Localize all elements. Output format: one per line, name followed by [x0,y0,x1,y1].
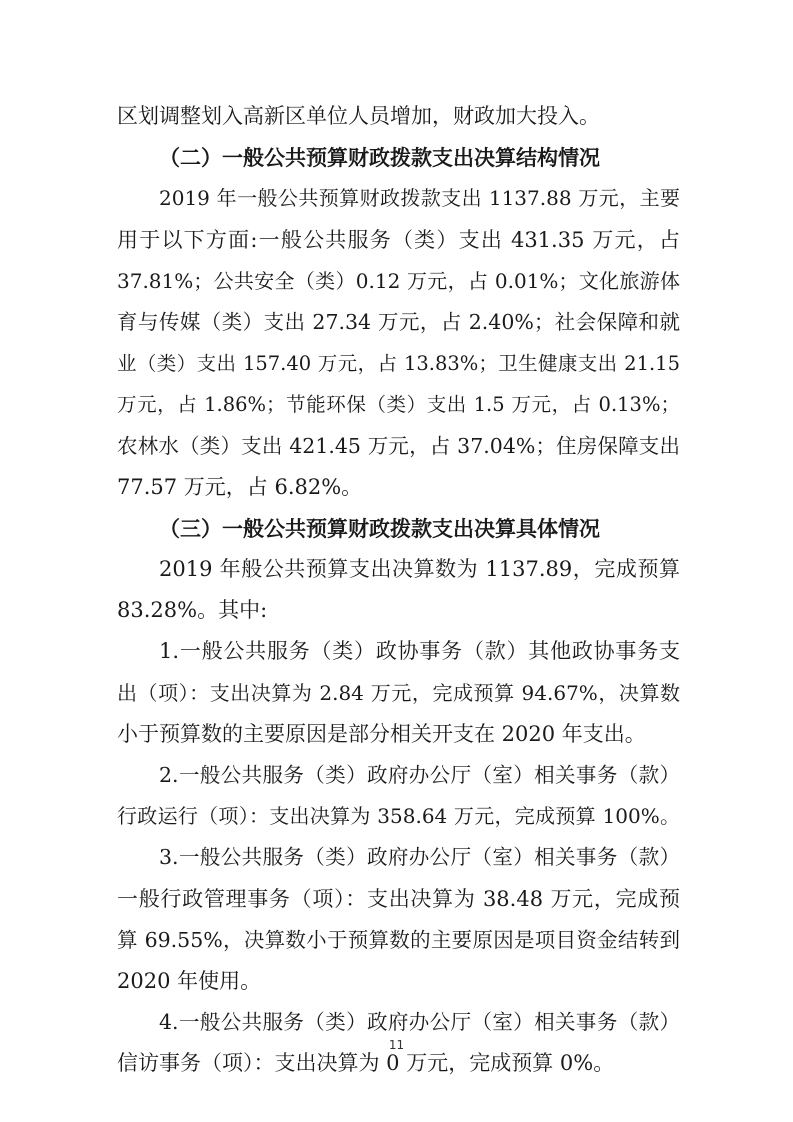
section-heading-2: （二）一般公共预算财政拨款支出决算结构情况 [159,145,600,171]
text-line: 行政运行（项）：支出决算为 358.64 万元，完成预算 100%。 [117,804,680,829]
text-line: 3.一般公共服务（类）政府办公厅（室）相关事务（款） [159,845,680,870]
text-line: 一般行政管理事务（项）：支出决算为 38.48 万元，完成预 [117,886,680,911]
text-line: 2020 年使用。 [117,968,262,993]
section-heading-3: （三）一般公共预算财政拨款支出决算具体情况 [159,515,600,541]
text-line: 2.一般公共服务（类）政府办公厅（室）相关事务（款） [159,763,680,787]
text-line: 77.57 万元，占 6.82%。 [117,474,363,499]
text-line: 37.81%；公共安全（类）0.12 万元，占 0.01%；文化旅游体 [117,268,680,293]
text-line: 区划调整划入高新区单位人员增加，财政加大投入。 [117,104,600,128]
text-line: 算 69.55%，决算数小于预算数的主要原因是项目资金结转到 [117,927,680,952]
page-number: 11 [388,1038,405,1052]
text-line: 1.一般公共服务（类）政协事务（款）其他政协事务支 [159,639,680,664]
document-body [117,96,680,1085]
text-line: 用于以下方面:一般公共服务（类）支出 431.35 万元，占 [117,227,680,252]
text-line: 4.一般公共服务（类）政府办公厅（室）相关事务（款） [159,1010,680,1035]
text-line: 2019 年般公共预算支出决算数为 1137.89，完成预算 [159,557,680,582]
text-line: 万元，占 1.86%；节能环保（类）支出 1.5 万元，占 0.13%； [117,393,680,417]
text-line: 2019 年一般公共预算财政拨款支出 1137.88 万元，主要 [159,186,680,211]
text-line: 农林水（类）支出 421.45 万元，占 37.04%；住房保障支出 [117,433,680,458]
text-line: 小于预算数的主要原因是部分相关开支在 2020 年支出。 [117,721,646,746]
text-line: 育与传媒（类）支出 27.34 万元，占 2.40%；社会保障和就 [117,309,680,334]
text-line: 信访事务（项）：支出决算为 0 万元，完成预算 0%。 [117,1051,615,1076]
text-line: 业（类）支出 157.40 万元，占 13.83%；卫生健康支出 21.15 [117,352,680,376]
text-line: 83.28%。其中: [117,598,268,623]
text-line: 出（项）：支出决算为 2.84 万元，完成预算 94.67%，决算数 [117,680,680,705]
